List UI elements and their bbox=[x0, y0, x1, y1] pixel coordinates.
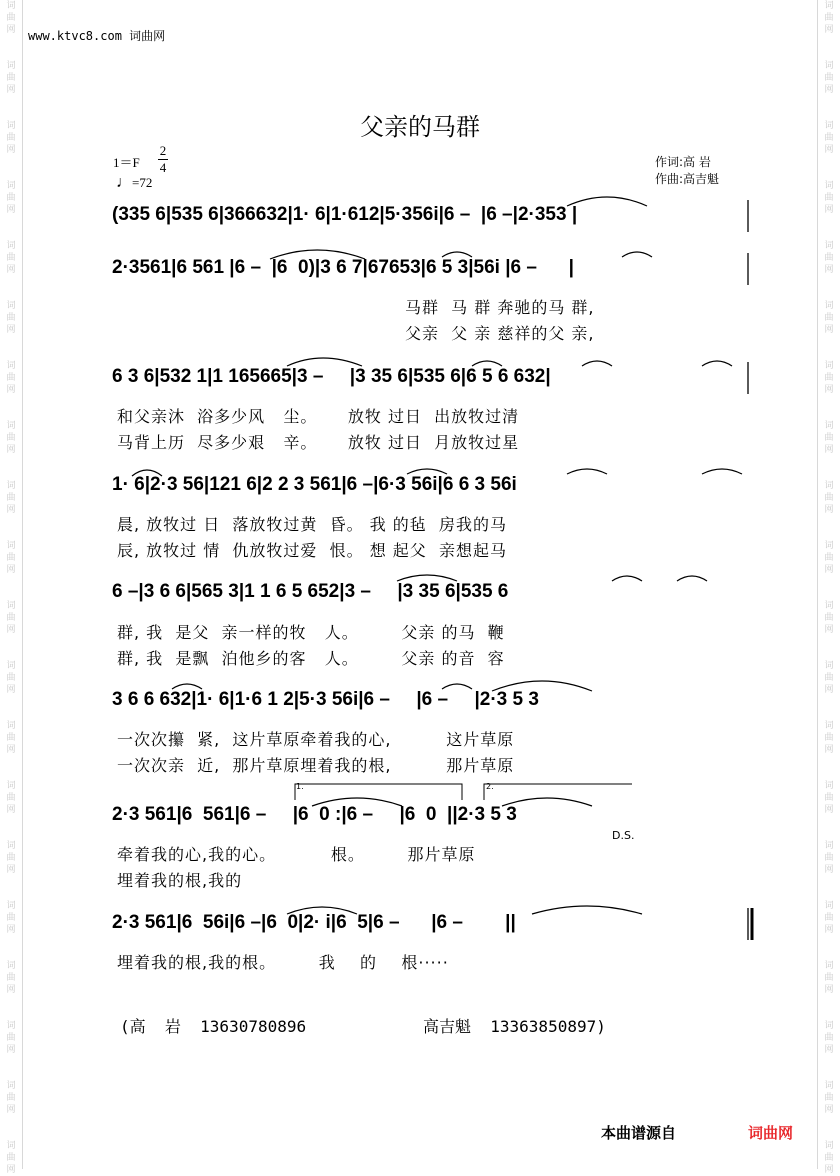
watermark-text: 词曲网 bbox=[824, 961, 834, 995]
lyric-line: 父亲 父 亲 慈祥的父 亲, bbox=[405, 324, 595, 343]
quarter-note-icon: ♩ bbox=[116, 174, 132, 191]
watermark-text: 词曲网 bbox=[824, 301, 834, 335]
watermark-text: 词曲网 bbox=[824, 901, 834, 935]
composer-credit: 作曲:高吉魁 bbox=[655, 172, 720, 186]
watermark-text: 词曲网 bbox=[824, 421, 834, 455]
watermark-text: 词曲网 bbox=[824, 721, 834, 755]
volta-brackets bbox=[112, 800, 752, 836]
time-signature bbox=[158, 143, 168, 176]
slur-marks bbox=[112, 362, 752, 398]
watermark-text: 词曲网 bbox=[824, 1021, 834, 1055]
lyric-line: 马背上历 尽多少艰 辛。 放牧 过日 月放牧过星 bbox=[117, 433, 520, 452]
watermark-text: 词曲网 bbox=[6, 181, 16, 215]
time-bottom: 4 bbox=[159, 160, 167, 175]
watermark-text: 词曲网 bbox=[6, 1141, 16, 1175]
watermark-text: 词曲网 bbox=[6, 121, 16, 155]
staff-row-3 bbox=[112, 362, 752, 398]
staff-row-1 bbox=[112, 200, 752, 236]
site-url[interactable]: www.ktvc8.com 词曲网 bbox=[28, 29, 166, 43]
watermark-text: 词曲网 bbox=[824, 841, 834, 875]
lyricist-credit: 作词:高 岩 bbox=[655, 155, 711, 169]
watermark-text: 词曲网 bbox=[6, 241, 16, 275]
watermark-text: 词曲网 bbox=[6, 1081, 16, 1115]
watermark-text: 词曲网 bbox=[824, 361, 834, 395]
slur-marks bbox=[112, 470, 752, 506]
volta-2-label: 2. bbox=[486, 782, 494, 791]
watermark-text: 词曲网 bbox=[6, 421, 16, 455]
staff-row-6 bbox=[112, 685, 752, 721]
staff-notes: 1· 6|2·3 56|121 6|2 2 3 561|6 –|6·3 56i|6 6 3 56i bbox=[112, 474, 517, 495]
staff-notes: (335 6|535 6|366632|1· 6|1·612|5·356i|6 – |6 –|2·353 | bbox=[112, 204, 578, 225]
slur-marks bbox=[112, 200, 752, 236]
key-signature: 1＝F bbox=[113, 155, 140, 170]
staff-notes: 2·3 561|6 56i|6 –|6 0|2· i|6 5|6 – |6 – || bbox=[112, 912, 516, 933]
lyric-line: 埋着我的根,我的根。 我 的 根····· bbox=[117, 953, 449, 972]
slur-marks bbox=[112, 253, 752, 289]
source-label: 本曲谱源自 bbox=[601, 1124, 677, 1142]
tempo-value: =72 bbox=[132, 175, 153, 190]
watermark-text: 词曲网 bbox=[6, 61, 16, 95]
ds-mark: D.S. bbox=[612, 829, 635, 842]
watermark-left bbox=[3, 0, 19, 1175]
watermark-text: 词曲网 bbox=[824, 1141, 834, 1175]
staff-notes: 3 6 6 632|1· 6|1·6 1 2|5·3 56i|6 – |6 – |2·3 5 3 bbox=[112, 689, 539, 710]
watermark-text: 词曲网 bbox=[824, 781, 834, 815]
watermark-text: 词曲网 bbox=[824, 121, 834, 155]
watermark-text: 词曲网 bbox=[824, 1081, 834, 1115]
staff-notes: 2·3 561|6 561|6 – |6 0 :|6 – |6 0 ||2·3 5 3 bbox=[112, 804, 517, 825]
staff-row-2 bbox=[112, 253, 752, 289]
watermark-text: 词曲网 bbox=[6, 541, 16, 575]
watermark-text: 词曲网 bbox=[6, 481, 16, 515]
staff-row-8 bbox=[112, 908, 752, 944]
watermark-text: 词曲网 bbox=[6, 1, 16, 35]
lyric-line: 群, 我 是飘 泊他乡的客 人。 父亲 的音 容 bbox=[117, 649, 505, 668]
slur-marks bbox=[112, 908, 752, 944]
watermark-text: 词曲网 bbox=[6, 781, 16, 815]
watermark-text: 词曲网 bbox=[6, 961, 16, 995]
lyric-line: 群, 我 是父 亲一样的牧 人。 父亲 的马 鞭 bbox=[117, 623, 505, 642]
watermark-text: 词曲网 bbox=[824, 601, 834, 635]
lyric-line: 和父亲沐 浴多少风 尘。 放牧 过日 出放牧过清 bbox=[117, 407, 520, 426]
watermark-text: 词曲网 bbox=[824, 181, 834, 215]
time-top: 2 bbox=[159, 143, 167, 158]
lyric-line: 马群 马 群 奔驰的马 群, bbox=[405, 298, 595, 317]
watermark-text: 词曲网 bbox=[6, 841, 16, 875]
lyric-line: 埋着我的根,我的 bbox=[117, 871, 243, 890]
watermark-text: 词曲网 bbox=[824, 241, 834, 275]
staff-row-5 bbox=[112, 577, 752, 613]
contact-composer: 高吉魁 13363850897) bbox=[423, 1017, 606, 1036]
tempo bbox=[116, 174, 152, 192]
watermark-text: 词曲网 bbox=[6, 721, 16, 755]
source-brand-link[interactable]: 词曲网 bbox=[748, 1124, 794, 1142]
watermark-text: 词曲网 bbox=[6, 361, 16, 395]
staff-row-4 bbox=[112, 470, 752, 506]
staff-notes: 6 –|3 6 6|565 3|1 1 6 5 652|3 – |3 35 6|535 6 bbox=[112, 581, 509, 602]
slur-marks bbox=[112, 577, 752, 613]
watermark-text: 词曲网 bbox=[824, 661, 834, 695]
watermark-text: 词曲网 bbox=[6, 1021, 16, 1055]
lyric-line: 一次次亲 近, 那片草原埋着我的根, 那片草原 bbox=[117, 756, 515, 775]
watermark-text: 词曲网 bbox=[824, 481, 834, 515]
watermark-text: 词曲网 bbox=[824, 1, 834, 35]
watermark-right bbox=[821, 0, 837, 1175]
watermark-text: 词曲网 bbox=[6, 301, 16, 335]
watermark-text: 词曲网 bbox=[824, 541, 834, 575]
lyric-line: 一次次攥 紧, 这片草原牵着我的心, 这片草原 bbox=[117, 730, 515, 749]
staff-row-7 bbox=[112, 800, 752, 836]
lyric-line: 辰, 放牧过 情 仇放牧过爱 恨。 想 起父 亲想起马 bbox=[117, 541, 507, 560]
slur-marks bbox=[112, 685, 752, 721]
watermark-text: 词曲网 bbox=[6, 661, 16, 695]
watermark-text: 词曲网 bbox=[824, 61, 834, 95]
volta-1-label: 1. bbox=[296, 782, 304, 791]
lyric-line: 牵着我的心,我的心。 根。 那片草原 bbox=[117, 845, 476, 864]
staff-notes: 2·3561|6 561 |6 – |6 0)|3 6 7|67653|6 5 3|56i |6 – | bbox=[112, 257, 574, 278]
contact-lyricist: (高 岩 13630780896 bbox=[120, 1017, 307, 1036]
staff-notes: 6 3 6|532 1|1 165665|3 – |3 35 6|535 6|6 5 6 632| bbox=[112, 366, 551, 387]
watermark-text: 词曲网 bbox=[6, 601, 16, 635]
lyric-line: 晨, 放牧过 日 落放牧过黄 昏。 我 的毡 房我的马 bbox=[117, 515, 507, 534]
watermark-text: 词曲网 bbox=[6, 901, 16, 935]
song-title: 父亲的马群 bbox=[360, 113, 480, 141]
